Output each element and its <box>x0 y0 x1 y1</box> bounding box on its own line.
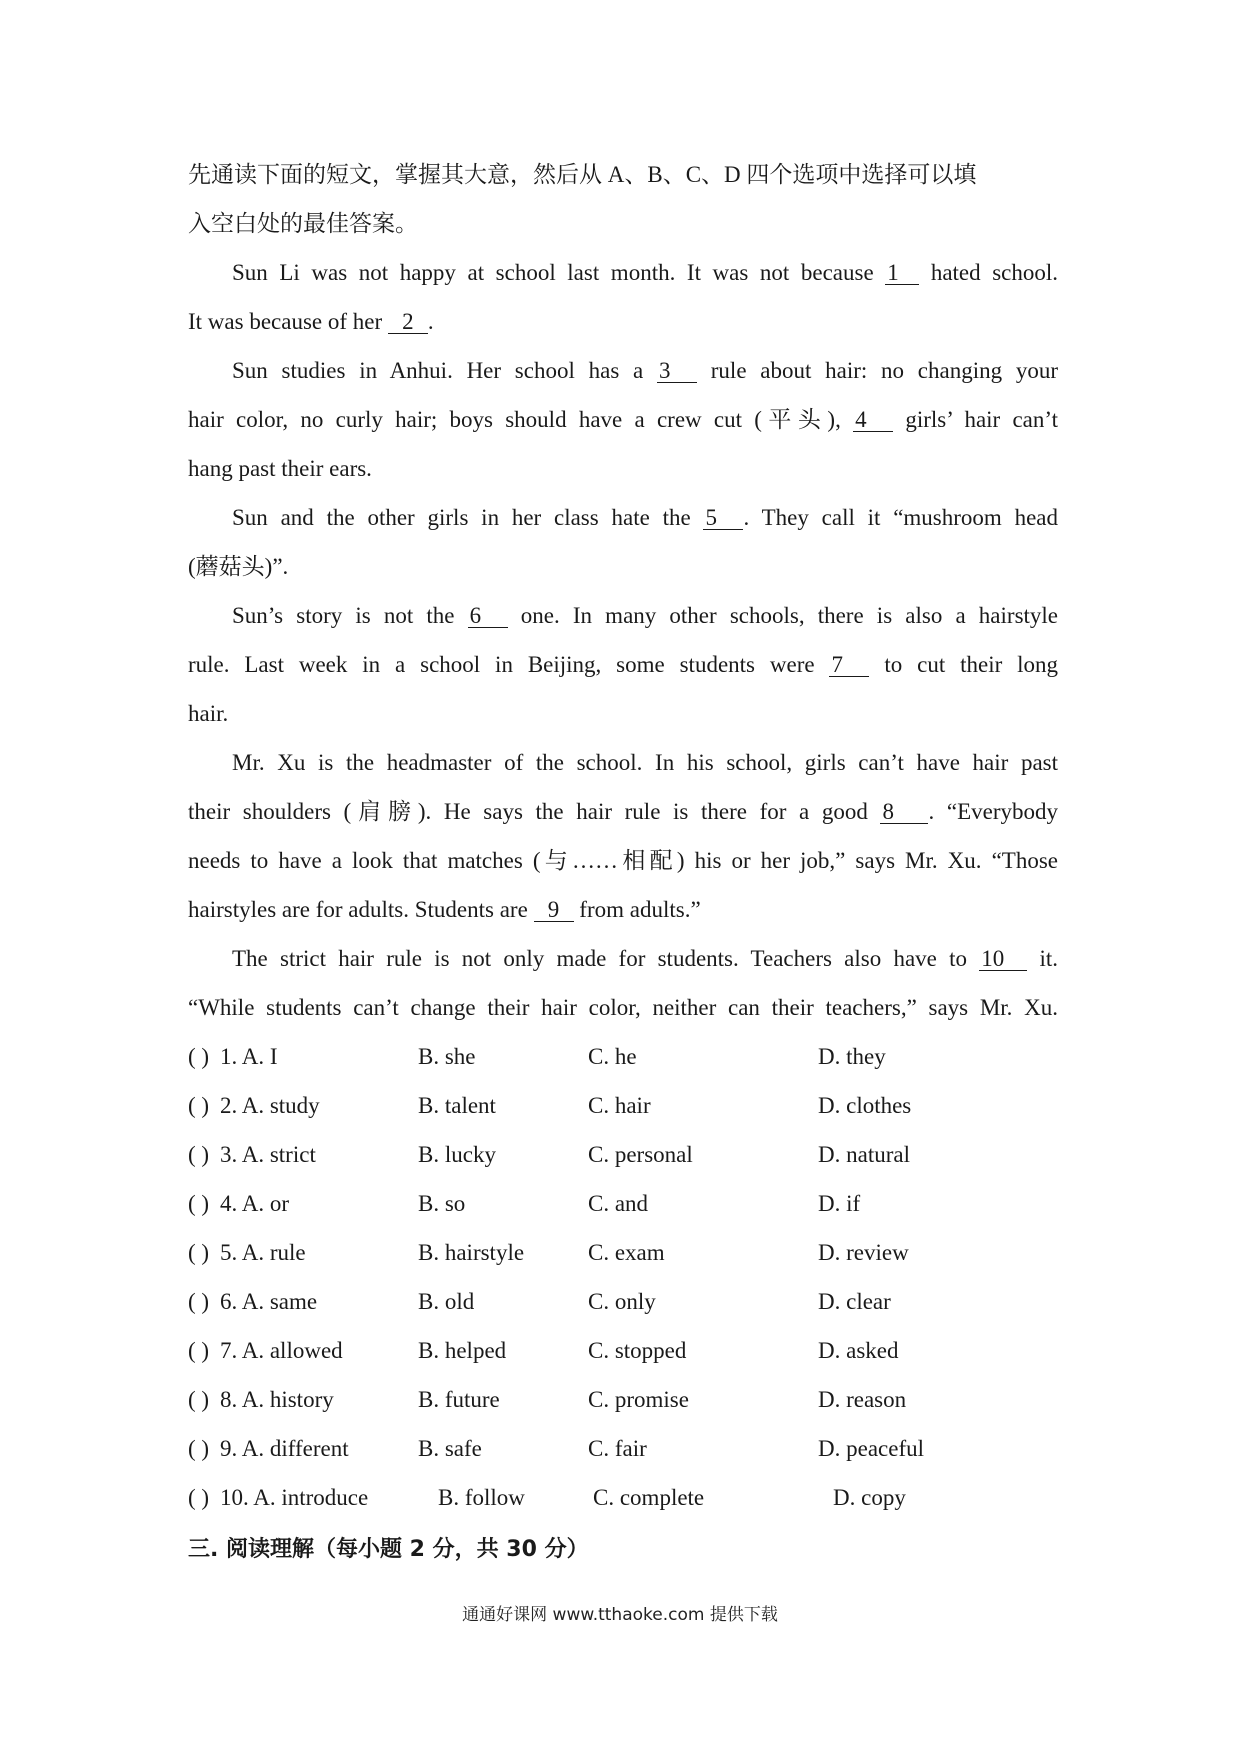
question-row <box>188 1081 1058 1130</box>
blank-2: 2 <box>388 311 428 334</box>
option-a: 6. A. same <box>220 1289 318 1314</box>
option-d: D. clothes <box>818 1093 912 1118</box>
option-c: C. and <box>588 1191 649 1216</box>
option-a: 5. A. rule <box>220 1240 306 1265</box>
instruction-line-2: 入空白处的最佳答案。 <box>188 211 418 236</box>
passage-line <box>188 346 1058 395</box>
answer-paren[interactable]: ( ) <box>188 1436 210 1461</box>
blank-7: 7 <box>829 654 869 677</box>
option-d: D. they <box>818 1044 886 1069</box>
option-a: 4. A. or <box>220 1191 289 1216</box>
option-c: C. only <box>588 1289 656 1314</box>
passage-line <box>188 885 1058 934</box>
passage-text: hair color, no curly hair; boys should have a crew cut (平头), <box>188 407 841 432</box>
option-c: C. exam <box>588 1240 665 1265</box>
option-d: D. if <box>818 1191 861 1216</box>
option-a: 9. A. different <box>220 1436 349 1461</box>
passage-text: it. <box>1039 946 1058 971</box>
option-a: 2. A. study <box>220 1093 320 1118</box>
passage-line <box>188 787 1058 836</box>
passage-line: hang past their ears. <box>188 456 372 481</box>
passage-line <box>188 591 1058 640</box>
option-b: B. helped <box>418 1338 507 1363</box>
passage-text: to cut their long <box>884 652 1058 677</box>
answer-paren[interactable]: ( ) <box>188 1191 210 1216</box>
option-b: B. talent <box>418 1093 496 1118</box>
option-b: B. hairstyle <box>418 1240 525 1265</box>
option-c: C. personal <box>588 1142 693 1167</box>
question-row <box>188 1277 1058 1326</box>
option-d: D. natural <box>818 1142 910 1167</box>
passage-text: Sun Li was not happy at school last month. It was not because <box>232 260 874 285</box>
question-row <box>188 1228 1058 1277</box>
passage-text: hairstyles are for adults. Students are <box>188 897 528 922</box>
passage-text: . They call it “mushroom head <box>743 505 1058 530</box>
option-d: D. asked <box>818 1338 899 1363</box>
question-row <box>188 1130 1058 1179</box>
answer-paren[interactable]: ( ) <box>188 1338 210 1363</box>
option-c: C. complete <box>593 1485 705 1510</box>
option-b: B. she <box>418 1044 476 1069</box>
option-c: C. stopped <box>588 1338 687 1363</box>
option-b: B. follow <box>438 1485 525 1510</box>
option-d: D. reason <box>818 1387 907 1412</box>
passage-text: Sun studies in Anhui. Her school has a <box>232 358 644 383</box>
question-row <box>188 1032 1058 1081</box>
option-b: B. lucky <box>418 1142 496 1167</box>
passage-text: . <box>427 309 434 334</box>
answer-paren[interactable]: ( ) <box>188 1289 210 1314</box>
option-b: B. so <box>418 1191 466 1216</box>
passage-line <box>188 248 1058 297</box>
option-d: D. review <box>818 1240 909 1265</box>
passage-line: Mr. Xu is the headmaster of the school. In his school, girls can’t have hair past <box>232 750 1058 775</box>
answer-paren[interactable]: ( ) <box>188 1240 210 1265</box>
option-a: 8. A. history <box>220 1387 334 1412</box>
passage-text: Sun and the other girls in her class hate the <box>232 505 691 530</box>
passage-line: hair. <box>188 701 229 726</box>
passage-text: Sun’s story is not the <box>232 603 455 628</box>
blank-4: 4 <box>853 409 893 432</box>
blank-3: 3 <box>657 360 697 383</box>
blank-5: 5 <box>703 507 743 530</box>
answer-paren[interactable]: ( ) <box>188 1093 210 1118</box>
option-c: C. fair <box>588 1436 647 1461</box>
passage-line: (蘑菇头)”. <box>188 554 289 579</box>
page-footer: 通通好课网 www.tthaoke.com 提供下载 <box>462 1605 778 1625</box>
question-row <box>188 1424 1058 1473</box>
answer-paren[interactable]: ( ) <box>188 1485 210 1510</box>
option-d: D. peaceful <box>818 1436 924 1461</box>
blank-9: 9 <box>534 899 574 922</box>
option-c: C. hair <box>588 1093 651 1118</box>
blank-10: 10 <box>979 948 1027 971</box>
option-a: 7. A. allowed <box>220 1338 343 1363</box>
passage-line <box>188 640 1058 689</box>
passage-line: “While students can’t change their hair color, neither can their teachers,” says Mr. Xu. <box>188 995 1058 1020</box>
option-d: D. copy <box>833 1485 906 1510</box>
passage-line <box>188 297 1058 346</box>
option-b: B. old <box>418 1289 475 1314</box>
passage-line <box>188 395 1058 444</box>
blank-8: 8 <box>880 801 928 824</box>
page-content <box>188 150 1058 1576</box>
question-row <box>188 1375 1058 1424</box>
question-row <box>188 1473 1058 1522</box>
question-options <box>188 1032 1058 1522</box>
option-b: B. future <box>418 1387 500 1412</box>
passage-text: . “Everybody <box>928 799 1058 824</box>
option-c: C. promise <box>588 1387 689 1412</box>
passage-line: needs to have a look that matches (与……相配) his or her job,” says Mr. Xu. “Those <box>188 848 1058 873</box>
passage-text: It was because of her <box>188 309 383 334</box>
passage-text: rule. Last week in a school in Beijing, some students were <box>188 652 815 677</box>
passage-text: their shoulders (肩膀). He says the hair rule is there for a good <box>188 799 868 824</box>
question-row <box>188 1326 1058 1375</box>
passage-text: girls’ hair can’t <box>905 407 1058 432</box>
passage-text: from adults.” <box>579 897 701 922</box>
blank-6: 6 <box>468 605 508 628</box>
option-a: 3. A. strict <box>220 1142 316 1167</box>
option-a: 1. A. I <box>220 1044 278 1069</box>
blank-1: 1 <box>885 262 919 285</box>
answer-paren[interactable]: ( ) <box>188 1142 210 1167</box>
passage-line <box>188 934 1058 983</box>
option-c: C. he <box>588 1044 637 1069</box>
option-d: D. clear <box>818 1289 891 1314</box>
option-b: B. safe <box>418 1436 482 1461</box>
question-row <box>188 1179 1058 1228</box>
section-heading: 三. 阅读理解（每小题 2 分，共 30 分） <box>188 1537 589 1562</box>
passage-text: The strict hair rule is not only made for students. Teachers also have to <box>232 946 967 971</box>
passage-text: one. In many other schools, there is also a hairstyle <box>520 603 1058 628</box>
answer-paren[interactable]: ( ) <box>188 1044 210 1069</box>
answer-paren[interactable]: ( ) <box>188 1387 210 1412</box>
option-a: 10. A. introduce <box>220 1485 369 1510</box>
instruction-line-1: 先通读下面的短文，掌握其大意，然后从 A、B、C、D 四个选项中选择可以填 <box>188 162 977 187</box>
passage-line <box>188 493 1058 542</box>
passage-text: rule about hair: no changing your <box>710 358 1058 383</box>
passage-text: hated school. <box>930 260 1058 285</box>
